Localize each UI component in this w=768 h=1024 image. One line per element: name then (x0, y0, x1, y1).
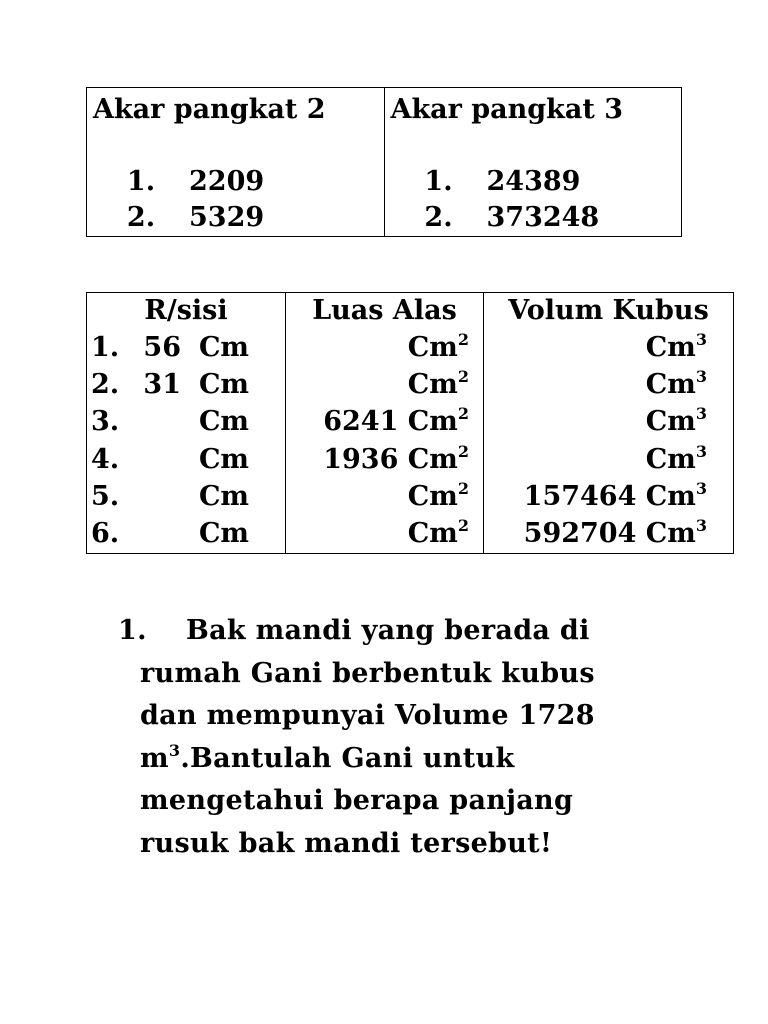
word-problem (118, 610, 678, 865)
cube-volume-value: 157464 (523, 480, 637, 512)
base-area-unit: Cm (407, 331, 458, 363)
cube-volume-unit: Cm (645, 518, 696, 550)
side-unit: Cm (198, 406, 249, 438)
square-root-column (87, 88, 385, 237)
cube-volume-value: 592704 (523, 518, 637, 550)
side-unit: Cm (198, 443, 249, 475)
square-root-header: Akar pangkat 2 (93, 94, 326, 125)
cube-volume-cell: Cm$^3$ (484, 404, 734, 441)
cube-table (86, 292, 734, 554)
cube-root-item: 2. 373248 (424, 202, 600, 233)
cube-volume-cell: Cm$^3$ (484, 441, 734, 478)
problem-line: rusuk bak mandi tersebut! (140, 827, 553, 859)
side-value: 31 (143, 369, 181, 401)
base-area-cell: Cm$^2$ (286, 478, 484, 515)
side-cell: 1. 56 Cm (87, 330, 286, 367)
base-area-value: 1936 (323, 443, 399, 475)
problem-line: 1. Bak mandi yang berada di (118, 610, 678, 653)
cube-table-row (87, 367, 734, 404)
cube-volume-cell: Cm$^3$ (484, 330, 734, 367)
cube-table-row (87, 478, 734, 515)
cube-volume-header: Volum Kubus (484, 293, 734, 330)
base-area-cell: Cm$^2$ (286, 367, 484, 404)
cube-volume-unit: Cm (645, 369, 696, 401)
base-area-cell: Cm$^2$ (286, 330, 484, 367)
side-unit: Cm (198, 518, 249, 550)
base-area-cell: Cm$^2$ (286, 516, 484, 554)
side-cell: 3. Cm (87, 404, 286, 441)
side-unit: Cm (198, 369, 249, 401)
problem-number: 1. (118, 615, 147, 646)
side-header: R/sisi (87, 293, 286, 330)
cube-table-row (87, 441, 734, 478)
cube-root-item: 1. 24389 (424, 166, 581, 197)
base-area-cell: 6241 Cm$^2$ (286, 404, 484, 441)
side-cell: 4. Cm (87, 441, 286, 478)
cube-table-row (87, 404, 734, 441)
cube-volume-cell: 157464 Cm$^3$ (484, 478, 734, 515)
side-unit: Cm (198, 480, 249, 512)
base-area-unit: Cm (407, 480, 458, 512)
base-area-cell: 1936 Cm$^2$ (286, 441, 484, 478)
cube-volume-cell: 592704 Cm$^3$ (484, 516, 734, 554)
cube-volume-unit: Cm (645, 331, 696, 363)
square-root-item: 2. 5329 (126, 202, 265, 233)
base-area-unit: Cm (407, 369, 458, 401)
base-area-value: 6241 (323, 406, 399, 438)
side-cell: 5. Cm (87, 478, 286, 515)
square-root-item: 1. 2209 (126, 166, 265, 197)
cube-volume-unit: Cm (645, 480, 696, 512)
base-area-unit: Cm (407, 406, 458, 438)
cube-root-column (384, 88, 682, 237)
side-cell: 2. 31 Cm (87, 367, 286, 404)
problem-line: $m^3.Bantulah$ Gani untuk (140, 740, 515, 774)
side-unit: Cm (198, 331, 249, 363)
cube-table-row (87, 330, 734, 367)
cube-root-header: Akar pangkat 3 (390, 94, 624, 125)
problem-line: dan mempunyai Volume 1728 (140, 700, 595, 731)
base-area-header: Luas Alas (286, 293, 484, 330)
base-area-unit: Cm (407, 518, 458, 550)
problem-line: rumah Gani berbentuk kubus (140, 657, 595, 689)
side-value: 56 (143, 331, 181, 363)
base-area-unit: Cm (407, 443, 458, 475)
roots-table (86, 87, 682, 237)
cube-volume-unit: Cm (645, 443, 696, 475)
problem-line: mengetahui berapa panjang (140, 785, 574, 816)
cube-table-row (87, 516, 734, 554)
cube-volume-unit: Cm (645, 406, 696, 438)
cube-volume-cell: Cm$^3$ (484, 367, 734, 404)
side-cell: 6. Cm (87, 516, 286, 554)
